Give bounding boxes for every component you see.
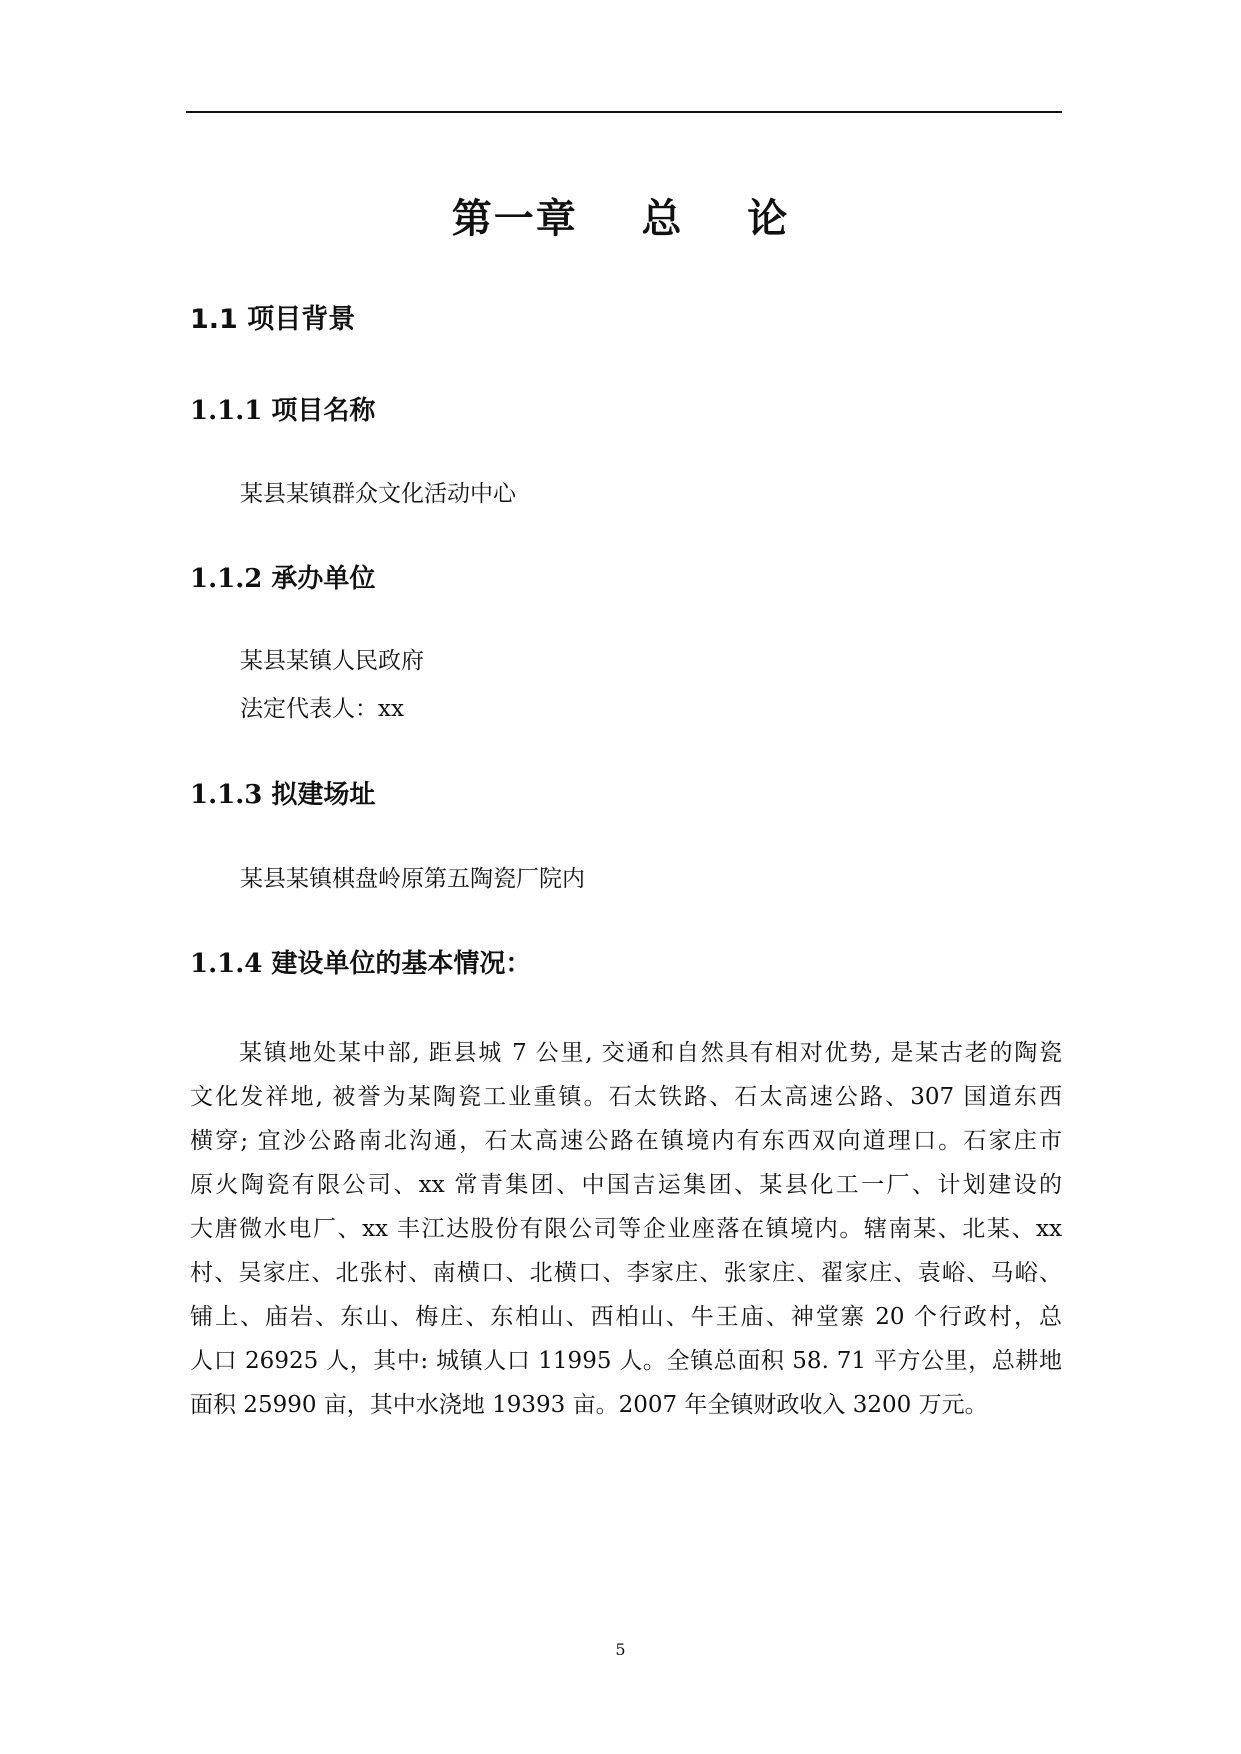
section-heading-1-1: 1.1 项目背景 xyxy=(190,304,356,335)
organizer-line: 某县某镇人民政府 xyxy=(240,648,424,674)
paragraph-line: 文化发祥地, 被誉为某陶瓷工业重镇。石太铁路、石太高速公路、307 国道东西 xyxy=(190,1084,1062,1110)
site-location-text: 某县某镇棋盘岭原第五陶瓷厂院内 xyxy=(240,866,585,892)
paragraph-line: 村、吴家庄、北张村、南横口、北横口、李家庄、张家庄、翟家庄、袁峪、马峪、 xyxy=(190,1260,1062,1286)
chapter-title: 第一章 总 论 xyxy=(451,195,790,242)
paragraph-line: 人口 26925 人，其中: 城镇人口 11995 人。全镇总面积 58. 71 平方公里，总耕地 xyxy=(190,1348,1062,1374)
header-rule xyxy=(186,111,1062,113)
project-name-text: 某县某镇群众文化活动中心 xyxy=(240,481,516,507)
legal-representative-line: 法定代表人：xx xyxy=(240,696,404,722)
paragraph-line: 大唐微水电厂、xx 丰江达股份有限公司等企业座落在镇境内。辖南某、北某、xx xyxy=(190,1216,1062,1242)
paragraph-line: 横穿; 宜沙公路南北沟通，石太高速公路在镇境内有东西双向道理口。石家庄市 xyxy=(190,1128,1062,1154)
section-heading-1-1-1: 1.1.1 项目名称 xyxy=(190,396,376,426)
section-heading-1-1-3: 1.1.3 拟建场址 xyxy=(190,780,376,810)
basic-situation-paragraph xyxy=(190,1031,1062,1427)
paragraph-line: 某镇地处某中部, 距县城 7 公里, 交通和自然具有相对优势, 是某古老的陶瓷 xyxy=(239,1040,1062,1066)
section-heading-1-1-4: 1.1.4 建设单位的基本情况： xyxy=(190,949,532,979)
section-heading-1-1-2: 1.1.2 承办单位 xyxy=(190,564,376,594)
paragraph-line: 铺上、庙岩、东山、梅庄、东柏山、西柏山、牛王庙、神堂寨 20 个行政村，总 xyxy=(190,1304,1062,1330)
paragraph-line: 原火陶瓷有限公司、xx 常青集团、中国吉运集团、某县化工一厂、计划建设的 xyxy=(190,1172,1062,1198)
paragraph-line: 面积 25990 亩，其中水浇地 19393 亩。2007 年全镇财政收入 3200 万元。 xyxy=(190,1392,988,1418)
page-number: 5 xyxy=(615,1640,626,1659)
